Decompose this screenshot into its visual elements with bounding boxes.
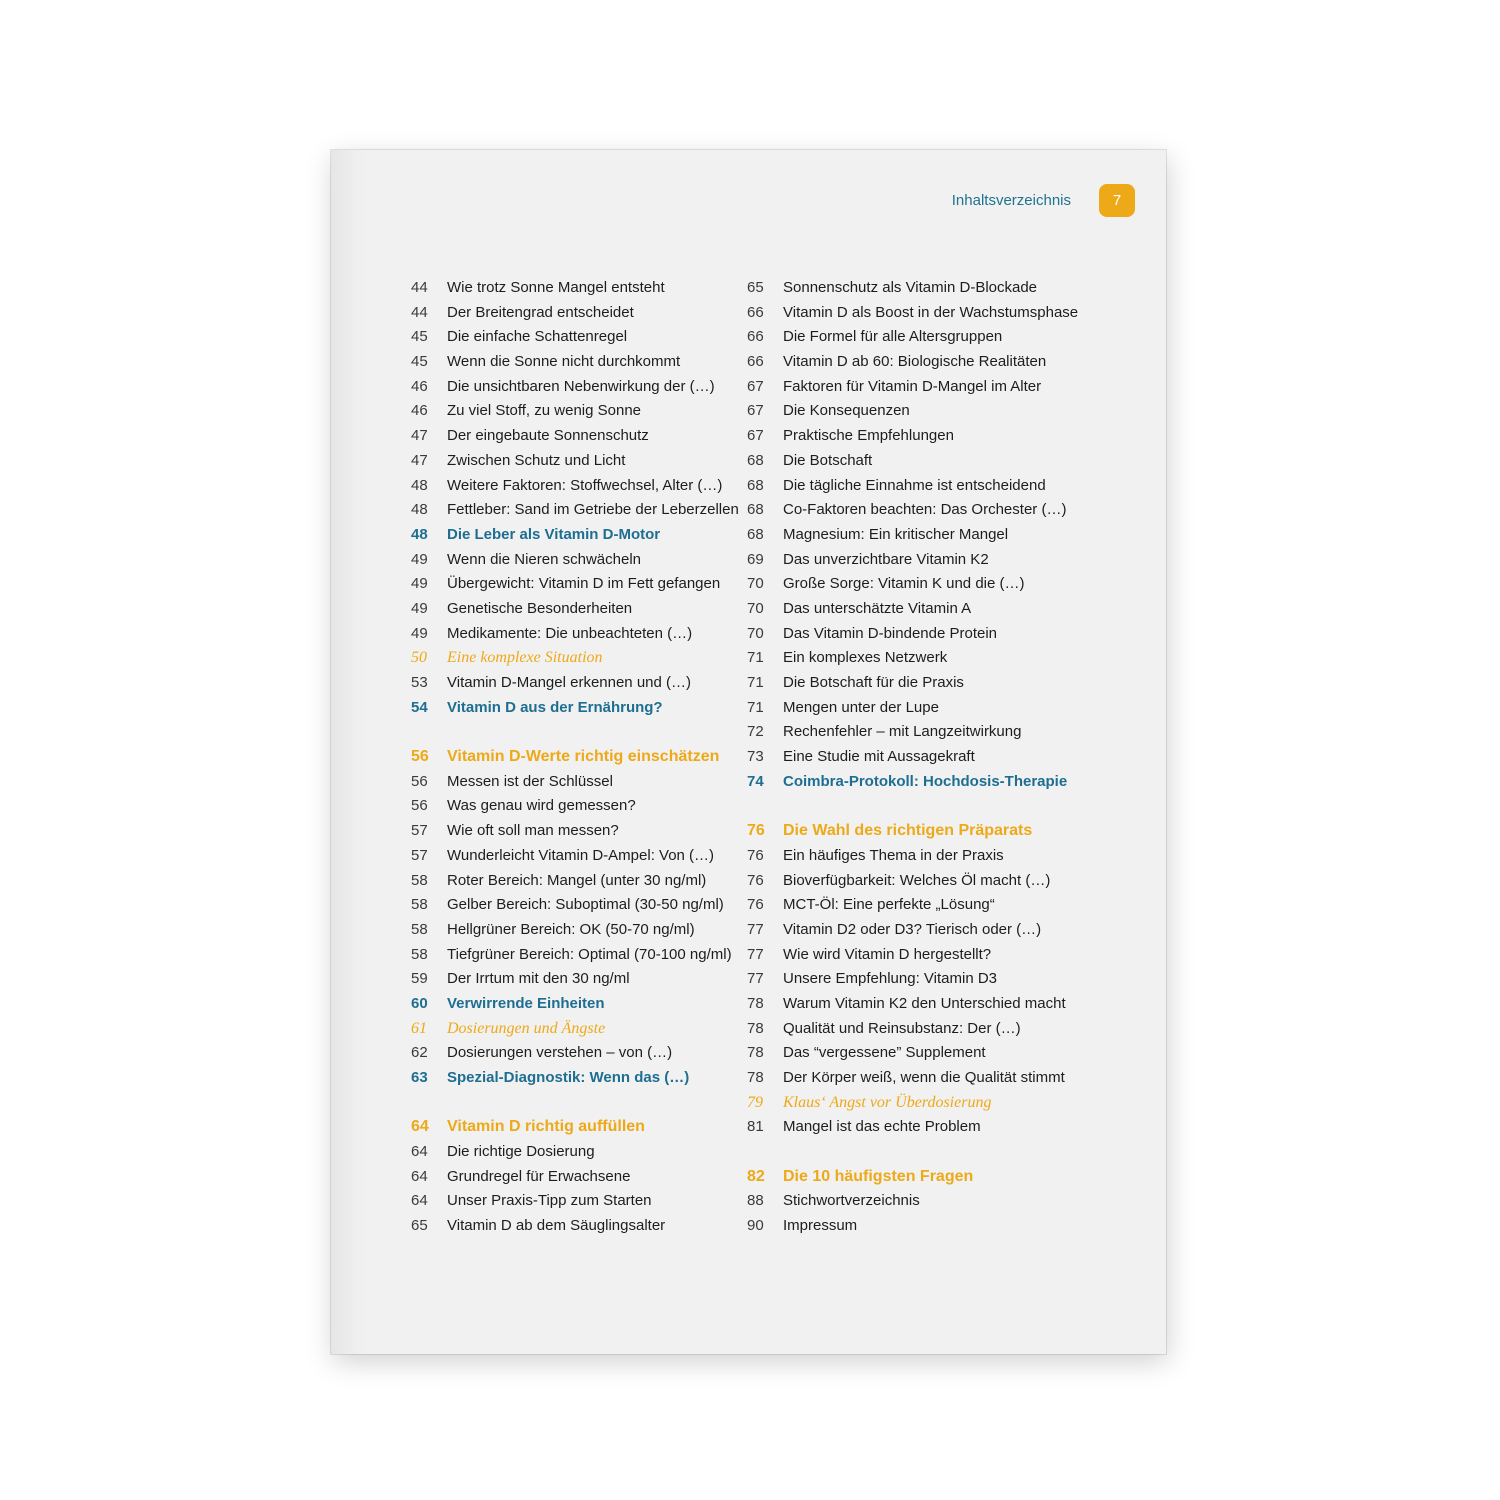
toc-entry-title: Magnesium: Ein kritischer Mangel (783, 525, 1009, 543)
toc-entry (411, 770, 741, 795)
toc-entry-title: Mengen unter der Lupe (783, 698, 939, 716)
toc-entry-title: Die einfache Schattenregel (447, 328, 628, 346)
toc-entry-title: Unser Praxis-Tipp zum Starten (447, 1192, 652, 1210)
toc-entry-page-number: 49 (411, 599, 428, 617)
toc-entry (747, 918, 1127, 943)
toc-entry (747, 770, 1127, 795)
toc-entry (411, 424, 741, 449)
toc-entry-page-number: 68 (747, 476, 764, 494)
toc-entry (411, 992, 741, 1017)
toc-entry-page-number: 77 (747, 920, 764, 938)
toc-entry (411, 1017, 741, 1042)
toc-entry-page-number: 58 (411, 871, 428, 889)
toc-entry (411, 671, 741, 696)
toc-entry (411, 498, 741, 523)
toc-entry-title: Tiefgrüner Bereich: Optimal (70-100 ng/ml) (447, 945, 732, 963)
toc-entry-page-number: 64 (411, 1167, 428, 1185)
toc-entry-page-number: 58 (411, 945, 428, 963)
toc-entry-page-number: 77 (747, 945, 764, 963)
toc-entry (747, 1091, 1127, 1116)
toc-entry (411, 325, 741, 350)
toc-entry-title: Die unsichtbaren Nebenwirkung der (…) (447, 377, 715, 395)
toc-entry-title: Sonnenschutz als Vitamin D-Blockade (783, 279, 1038, 296)
toc-entry (747, 745, 1127, 770)
toc-entry-page-number: 62 (411, 1044, 428, 1062)
toc-entry (747, 696, 1127, 721)
toc-left-column (411, 276, 741, 1239)
toc-entry-page-number: 44 (411, 303, 428, 321)
toc-entry-page-number: 68 (747, 525, 764, 543)
toc-entry (747, 548, 1127, 573)
toc-entry-page-number: 76 (747, 846, 764, 864)
toc-entry-title: Coimbra-Protokoll: Hochdosis-Therapie (783, 772, 1068, 790)
toc-entry (411, 523, 741, 548)
toc-entry-page-number: 54 (411, 698, 428, 716)
toc-entry-title: Das “vergessene” Supplement (783, 1044, 986, 1062)
toc-entry (411, 1140, 741, 1165)
toc-entry-title: Rechenfehler – mit Langzeitwirkung (783, 723, 1022, 741)
toc-entry (747, 276, 1127, 301)
toc-entry-title: Die 10 häufigsten Fragen (783, 1167, 974, 1185)
toc-entry-page-number: 67 (747, 427, 764, 445)
toc-entry-page-number: 71 (747, 674, 764, 691)
toc-entry-title: Impressum (783, 1217, 858, 1235)
toc-entry-title: Weitere Faktoren: Stoffwechsel, Alter (…) (447, 476, 723, 494)
toc-entry-page-number: 48 (411, 501, 428, 519)
toc-entry-title: Zwischen Schutz und Licht (447, 451, 626, 469)
toc-entry-page-number: 90 (747, 1217, 764, 1235)
toc-entry-page-number: 64 (411, 1143, 428, 1161)
toc-entry (747, 671, 1127, 696)
toc-entry (747, 424, 1127, 449)
toc-entry-title: Genetische Besonderheiten (447, 599, 633, 617)
toc-entry-title: Unsere Empfehlung: Vitamin D3 (783, 970, 997, 988)
toc-entry-title: Das unverzichtbare Vitamin K2 (783, 550, 989, 568)
toc-entry-page-number: 49 (411, 575, 428, 593)
toc-entry-title: Vitamin D2 oder D3? Tierisch oder (…) (783, 920, 1042, 938)
toc-entry-title: Gelber Bereich: Suboptimal (30-50 ng/ml) (447, 896, 724, 914)
toc-entry (411, 548, 741, 573)
toc-entry (411, 1214, 741, 1239)
toc-entry (411, 745, 741, 770)
toc-entry-title: Große Sorge: Vitamin K und die (…) (783, 575, 1025, 593)
toc-entry-title: Vitamin D-Werte richtig einschätzen (447, 748, 720, 766)
toc-entry-page-number: 72 (747, 723, 764, 741)
toc-entry-title: Die Konsequenzen (783, 402, 910, 420)
toc-entry (747, 449, 1127, 474)
toc-entry-page-number: 46 (411, 402, 428, 420)
toc-entry (411, 276, 741, 301)
toc-entry-page-number: 59 (411, 970, 428, 988)
toc-entry-page-number: 65 (747, 279, 764, 296)
toc-entry (747, 399, 1127, 424)
toc-entry-page-number: 81 (747, 1118, 764, 1136)
toc-entry-title: Wenn die Sonne nicht durchkommt (447, 353, 681, 371)
toc-entry-page-number: 66 (747, 303, 764, 321)
toc-entry-title: Eine komplexe Situation (447, 649, 603, 667)
toc-entry-title: Vitamin D richtig auffüllen (447, 1118, 645, 1136)
toc-entry-title: Messen ist der Schlüssel (447, 772, 613, 790)
toc-entry-title: Übergewicht: Vitamin D im Fett gefangen (447, 575, 721, 593)
toc-entry-page-number: 47 (411, 427, 428, 445)
toc-entry (411, 375, 741, 400)
toc-entry-title: Wie wird Vitamin D hergestellt? (783, 945, 992, 963)
toc-entry-title: Das unterschätzte Vitamin A (783, 599, 972, 617)
toc-entry-page-number: 58 (411, 920, 428, 938)
toc-entry-title: Vitamin D-Mangel erkennen und (…) (447, 674, 692, 691)
toc-entry (747, 622, 1127, 647)
toc-entry-page-number: 45 (411, 353, 428, 371)
toc-entry-title: Der Irrtum mit den 30 ng/ml (447, 970, 630, 988)
toc-entry (411, 1115, 741, 1140)
toc-entry (747, 597, 1127, 622)
toc-entry-title: Wie trotz Sonne Mangel entsteht (447, 279, 665, 296)
toc-entry-title: Zu viel Stoff, zu wenig Sonne (447, 402, 642, 420)
toc-entry (747, 943, 1127, 968)
toc-entry (411, 943, 741, 968)
toc-entry (747, 498, 1127, 523)
toc-entry-page-number: 53 (411, 674, 428, 691)
toc-entry-title: Vitamin D ab dem Säuglingsalter (447, 1217, 666, 1235)
toc-entry-page-number: 70 (747, 575, 764, 593)
toc-entry (411, 819, 741, 844)
toc-entry (411, 869, 741, 894)
toc-entry-title: Die Leber als Vitamin D-Motor (447, 525, 661, 543)
toc-entry-title: Praktische Empfehlungen (783, 427, 954, 445)
toc-entry-title: Die tägliche Einnahme ist entscheidend (783, 476, 1046, 494)
toc-entry-title: Medikamente: Die unbeachteten (…) (447, 624, 693, 642)
toc-entry-title: Die richtige Dosierung (447, 1143, 595, 1161)
toc-entry-page-number: 82 (747, 1167, 765, 1185)
toc-entry-page-number: 50 (411, 649, 427, 667)
toc-entry (747, 1017, 1127, 1042)
toc-entry-page-number: 70 (747, 599, 764, 617)
toc-entry-page-number: 77 (747, 970, 764, 988)
toc-entry-page-number: 48 (411, 476, 428, 494)
toc-entry-title: Der eingebaute Sonnenschutz (447, 427, 649, 445)
toc-entry-title: Fettleber: Sand im Getriebe der Leberzellen (447, 501, 739, 519)
toc-entry-title: Dosierungen verstehen – von (…) (447, 1044, 673, 1062)
toc-entry (411, 646, 741, 671)
toc-entry (411, 1189, 741, 1214)
toc-entry-title: Roter Bereich: Mangel (unter 30 ng/ml) (447, 871, 707, 889)
toc-entry-page-number: 63 (411, 1069, 428, 1086)
toc-entry-page-number: 44 (411, 279, 428, 296)
toc-entry (411, 572, 741, 597)
toc-entry-title: Wie oft soll man messen? (447, 822, 619, 840)
toc-entry-title: Vitamin D aus der Ernährung? (447, 698, 663, 716)
toc-entry-title: Vitamin D als Boost in der Wachstumsphase (783, 303, 1079, 321)
toc-entry-title: Die Formel für alle Altersgruppen (783, 328, 1003, 346)
toc-entry-page-number: 78 (747, 1069, 764, 1086)
toc-entry-title: Die Botschaft (783, 451, 873, 469)
toc-entry-page-number: 68 (747, 451, 764, 469)
toc-entry (411, 967, 741, 992)
toc-entry (411, 350, 741, 375)
toc-entry (411, 1066, 741, 1091)
toc-entry-title: Der Körper weiß, wenn die Qualität stimmt (783, 1069, 1065, 1086)
toc-entry (411, 449, 741, 474)
toc-entry (411, 301, 741, 326)
toc-entry (747, 893, 1127, 918)
toc-entry-title: Dosierungen und Ängste (447, 1019, 606, 1037)
toc-entry-title: Mangel ist das echte Problem (783, 1118, 981, 1136)
toc-entry-page-number: 65 (411, 1217, 428, 1235)
toc-entry-title: Hellgrüner Bereich: OK (50-70 ng/ml) (447, 920, 695, 938)
toc-entry-page-number: 56 (411, 772, 428, 790)
toc-entry (747, 1066, 1127, 1091)
toc-entry-title: Das Vitamin D-bindende Protein (783, 624, 998, 642)
toc-entry-page-number: 71 (747, 698, 764, 716)
toc-entry (747, 869, 1127, 894)
toc-entry-title: Der Breitengrad entscheidet (447, 303, 634, 321)
toc-entry (747, 720, 1127, 745)
toc-entry (411, 474, 741, 499)
toc-entry-page-number: 78 (747, 994, 764, 1012)
toc-entry (747, 325, 1127, 350)
running-header-title: Inhaltsverzeichnis (951, 192, 1071, 209)
toc-entry (747, 819, 1127, 844)
toc-entry (747, 375, 1127, 400)
toc-entry-title: Ein komplexes Netzwerk (783, 649, 948, 667)
toc-entry (411, 893, 741, 918)
toc-entry-page-number: 71 (747, 649, 764, 667)
toc-entry-page-number: 56 (411, 797, 428, 815)
toc-entry-title: Spezial-Diagnostik: Wenn das (…) (447, 1069, 690, 1086)
toc-entry-title: Faktoren für Vitamin D-Mangel im Alter (783, 377, 1042, 395)
toc-entry-page-number: 67 (747, 377, 764, 395)
toc-entry-page-number: 60 (411, 994, 428, 1012)
toc-entry-page-number: 66 (747, 353, 764, 371)
toc-entry-title: Was genau wird gemessen? (447, 797, 636, 815)
toc-entry-title: Verwirrende Einheiten (447, 994, 605, 1012)
toc-entry-page-number: 66 (747, 328, 764, 346)
toc-entry (747, 992, 1127, 1017)
toc-entry-page-number: 78 (747, 1019, 764, 1037)
toc-entry (747, 1041, 1127, 1066)
toc-entry-page-number: 74 (747, 772, 764, 790)
toc-entry-title: Die Wahl des richtigen Präparats (783, 822, 1033, 840)
toc-entry-title: Ein häufiges Thema in der Praxis (783, 846, 1004, 864)
toc-entry-title: Warum Vitamin K2 den Unterschied macht (783, 994, 1066, 1012)
toc-entry-page-number: 76 (747, 871, 764, 889)
toc-entry-title: Stichwortverzeichnis (783, 1192, 920, 1210)
toc-entry-page-number: 76 (747, 822, 765, 840)
toc-entry-page-number: 64 (411, 1192, 428, 1210)
toc-entry-page-number: 67 (747, 402, 764, 420)
toc-entry-page-number: 69 (747, 550, 764, 568)
toc-entry (747, 1165, 1127, 1190)
page-number-badge: 7 (1099, 184, 1135, 217)
toc-entry-title: Klaus‘ Angst vor Überdosierung (783, 1093, 992, 1111)
toc-entry-page-number: 68 (747, 501, 764, 519)
toc-entry (411, 622, 741, 647)
toc-entry (747, 350, 1127, 375)
toc-entry (411, 1041, 741, 1066)
toc-entry (747, 844, 1127, 869)
toc-entry-title: Qualität und Reinsubstanz: Der (…) (783, 1019, 1021, 1037)
toc-entry-page-number: 76 (747, 896, 764, 914)
toc-entry-title: Bioverfügbarkeit: Welches Öl macht (…) (783, 871, 1051, 889)
toc-entry-title: Wunderleicht Vitamin D-Ampel: Von (…) (447, 846, 715, 864)
toc-entry (747, 572, 1127, 597)
toc-entry-page-number: 73 (747, 748, 764, 766)
toc-entry (747, 1115, 1127, 1140)
book-spine-shadow (331, 150, 367, 1354)
toc-entry-page-number: 61 (411, 1019, 427, 1037)
toc-entry (747, 967, 1127, 992)
toc-entry-page-number: 46 (411, 377, 428, 395)
toc-entry-page-number: 49 (411, 550, 428, 568)
toc-entry-page-number: 49 (411, 624, 428, 642)
toc-entry (411, 696, 741, 721)
toc-entry-title: Co-Faktoren beachten: Das Orchester (…) (783, 501, 1067, 519)
toc-entry-page-number: 58 (411, 896, 428, 914)
toc-entry-page-number: 78 (747, 1044, 764, 1062)
toc-entry-title: Wenn die Nieren schwächeln (447, 550, 641, 568)
book-page (331, 150, 1166, 1354)
toc-entry-title: Die Botschaft für die Praxis (783, 674, 964, 691)
toc-entry-page-number: 57 (411, 846, 428, 864)
toc-entry-page-number: 79 (747, 1093, 763, 1111)
toc-entry-page-number: 88 (747, 1192, 764, 1210)
toc-entry-page-number: 56 (411, 748, 429, 766)
toc-entry (747, 1214, 1127, 1239)
toc-entry-title: Eine Studie mit Aussagekraft (783, 748, 975, 766)
toc-entry-title: MCT-Öl: Eine perfekte „Lösung“ (783, 896, 995, 914)
toc-entry (747, 1189, 1127, 1214)
toc-entry (411, 918, 741, 943)
toc-entry (411, 844, 741, 869)
toc-entry-page-number: 48 (411, 525, 428, 543)
toc-entry (747, 474, 1127, 499)
toc-entry-page-number: 47 (411, 451, 428, 469)
toc-entry-page-number: 64 (411, 1118, 429, 1136)
toc-entry (411, 597, 741, 622)
toc-entry (411, 399, 741, 424)
toc-entry (411, 794, 741, 819)
toc-right-column (747, 276, 1127, 1239)
toc-entry (747, 523, 1127, 548)
toc-entry (411, 1165, 741, 1190)
toc-entry-page-number: 57 (411, 822, 428, 840)
toc-entry-title: Grundregel für Erwachsene (447, 1167, 631, 1185)
toc-entry (747, 301, 1127, 326)
toc-entry (747, 646, 1127, 671)
toc-entry-title: Vitamin D ab 60: Biologische Realitäten (783, 353, 1047, 371)
toc-entry-page-number: 70 (747, 624, 764, 642)
toc-entry-page-number: 45 (411, 328, 428, 346)
